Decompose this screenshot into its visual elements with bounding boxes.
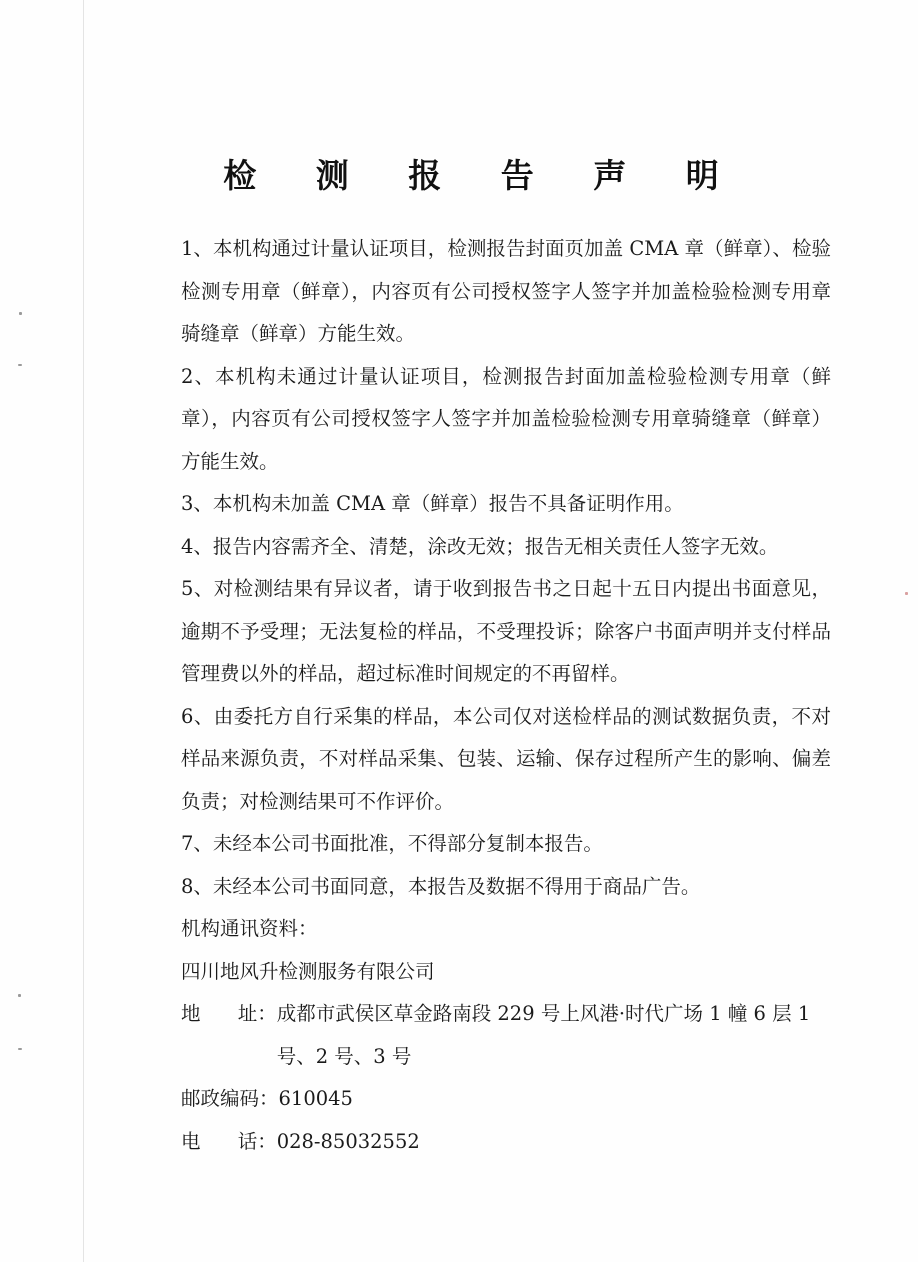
address-row <box>181 993 831 1078</box>
scan-speck <box>18 1048 22 1050</box>
clause-5: 5、对检测结果有异议者，请于收到报告书之日起十五日内提出书面意见，逾期不予受理；无法复检的样品，不受理投诉；除客户书面声明并支付样品管理费以外的样品，超过标准时间规定的不再留样。 <box>181 577 831 685</box>
page-title: 检 测 报 告 声 明 <box>223 156 743 195</box>
clause-2: 2、本机构未通过计量认证项目，检测报告封面加盖检验检测专用章（鲜章），内容页有公司授权签字人签字并加盖检验检测专用章骑缝章（鲜章）方能生效。 <box>181 364 831 473</box>
scan-speck <box>905 592 908 595</box>
company-name: 四川地风升检测服务有限公司 <box>181 959 435 983</box>
clause-4: 4、报告内容需齐全、清楚，涂改无效；报告无相关责任人签字无效。 <box>181 534 779 558</box>
postcode-label: 邮政编码： <box>181 1087 279 1110</box>
clause-6: 6、由委托方自行采集的样品，本公司仅对送检样品的测试数据负责，不对样品来源负责，不对样品采集、包装、运输、保存过程所产生的影响、偏差负责；对检测结果可不作评价。 <box>181 704 831 813</box>
document-body <box>181 228 831 1163</box>
scan-speck <box>19 312 22 315</box>
contact-heading: 机构通讯资料： <box>181 917 318 940</box>
postcode-value: 610045 <box>278 1087 353 1110</box>
phone-value: 028-85032552 <box>276 1129 420 1153</box>
phone-row <box>181 1121 831 1164</box>
clause-7: 7、未经本公司书面批准，不得部分复制本报告。 <box>181 832 603 855</box>
clause-1: 1、本机构通过计量认证项目，检测报告封面页加盖 CMA 章（鲜章）、检验检测专用章（鲜章），内容页有公司授权签字人签字并加盖检验检测专用章骑缝章（鲜章）方能生效。 <box>181 237 831 345</box>
address-value: 成都市武侯区草金路南段 229 号上风港·时代广场 1 幢 6 层 1 号、2 号、3 号 <box>276 1002 811 1068</box>
address-label: 地 址： <box>181 1002 277 1025</box>
clause-8: 8、未经本公司书面同意，本报告及数据不得用于商品广告。 <box>181 874 701 898</box>
scan-speck <box>18 994 21 997</box>
clause-3: 3、本机构未加盖 CMA 章（鲜章）报告不具备证明作用。 <box>181 492 684 515</box>
scan-speck <box>18 364 22 366</box>
postcode-row <box>181 1078 831 1121</box>
phone-label: 电 话： <box>181 1129 277 1153</box>
